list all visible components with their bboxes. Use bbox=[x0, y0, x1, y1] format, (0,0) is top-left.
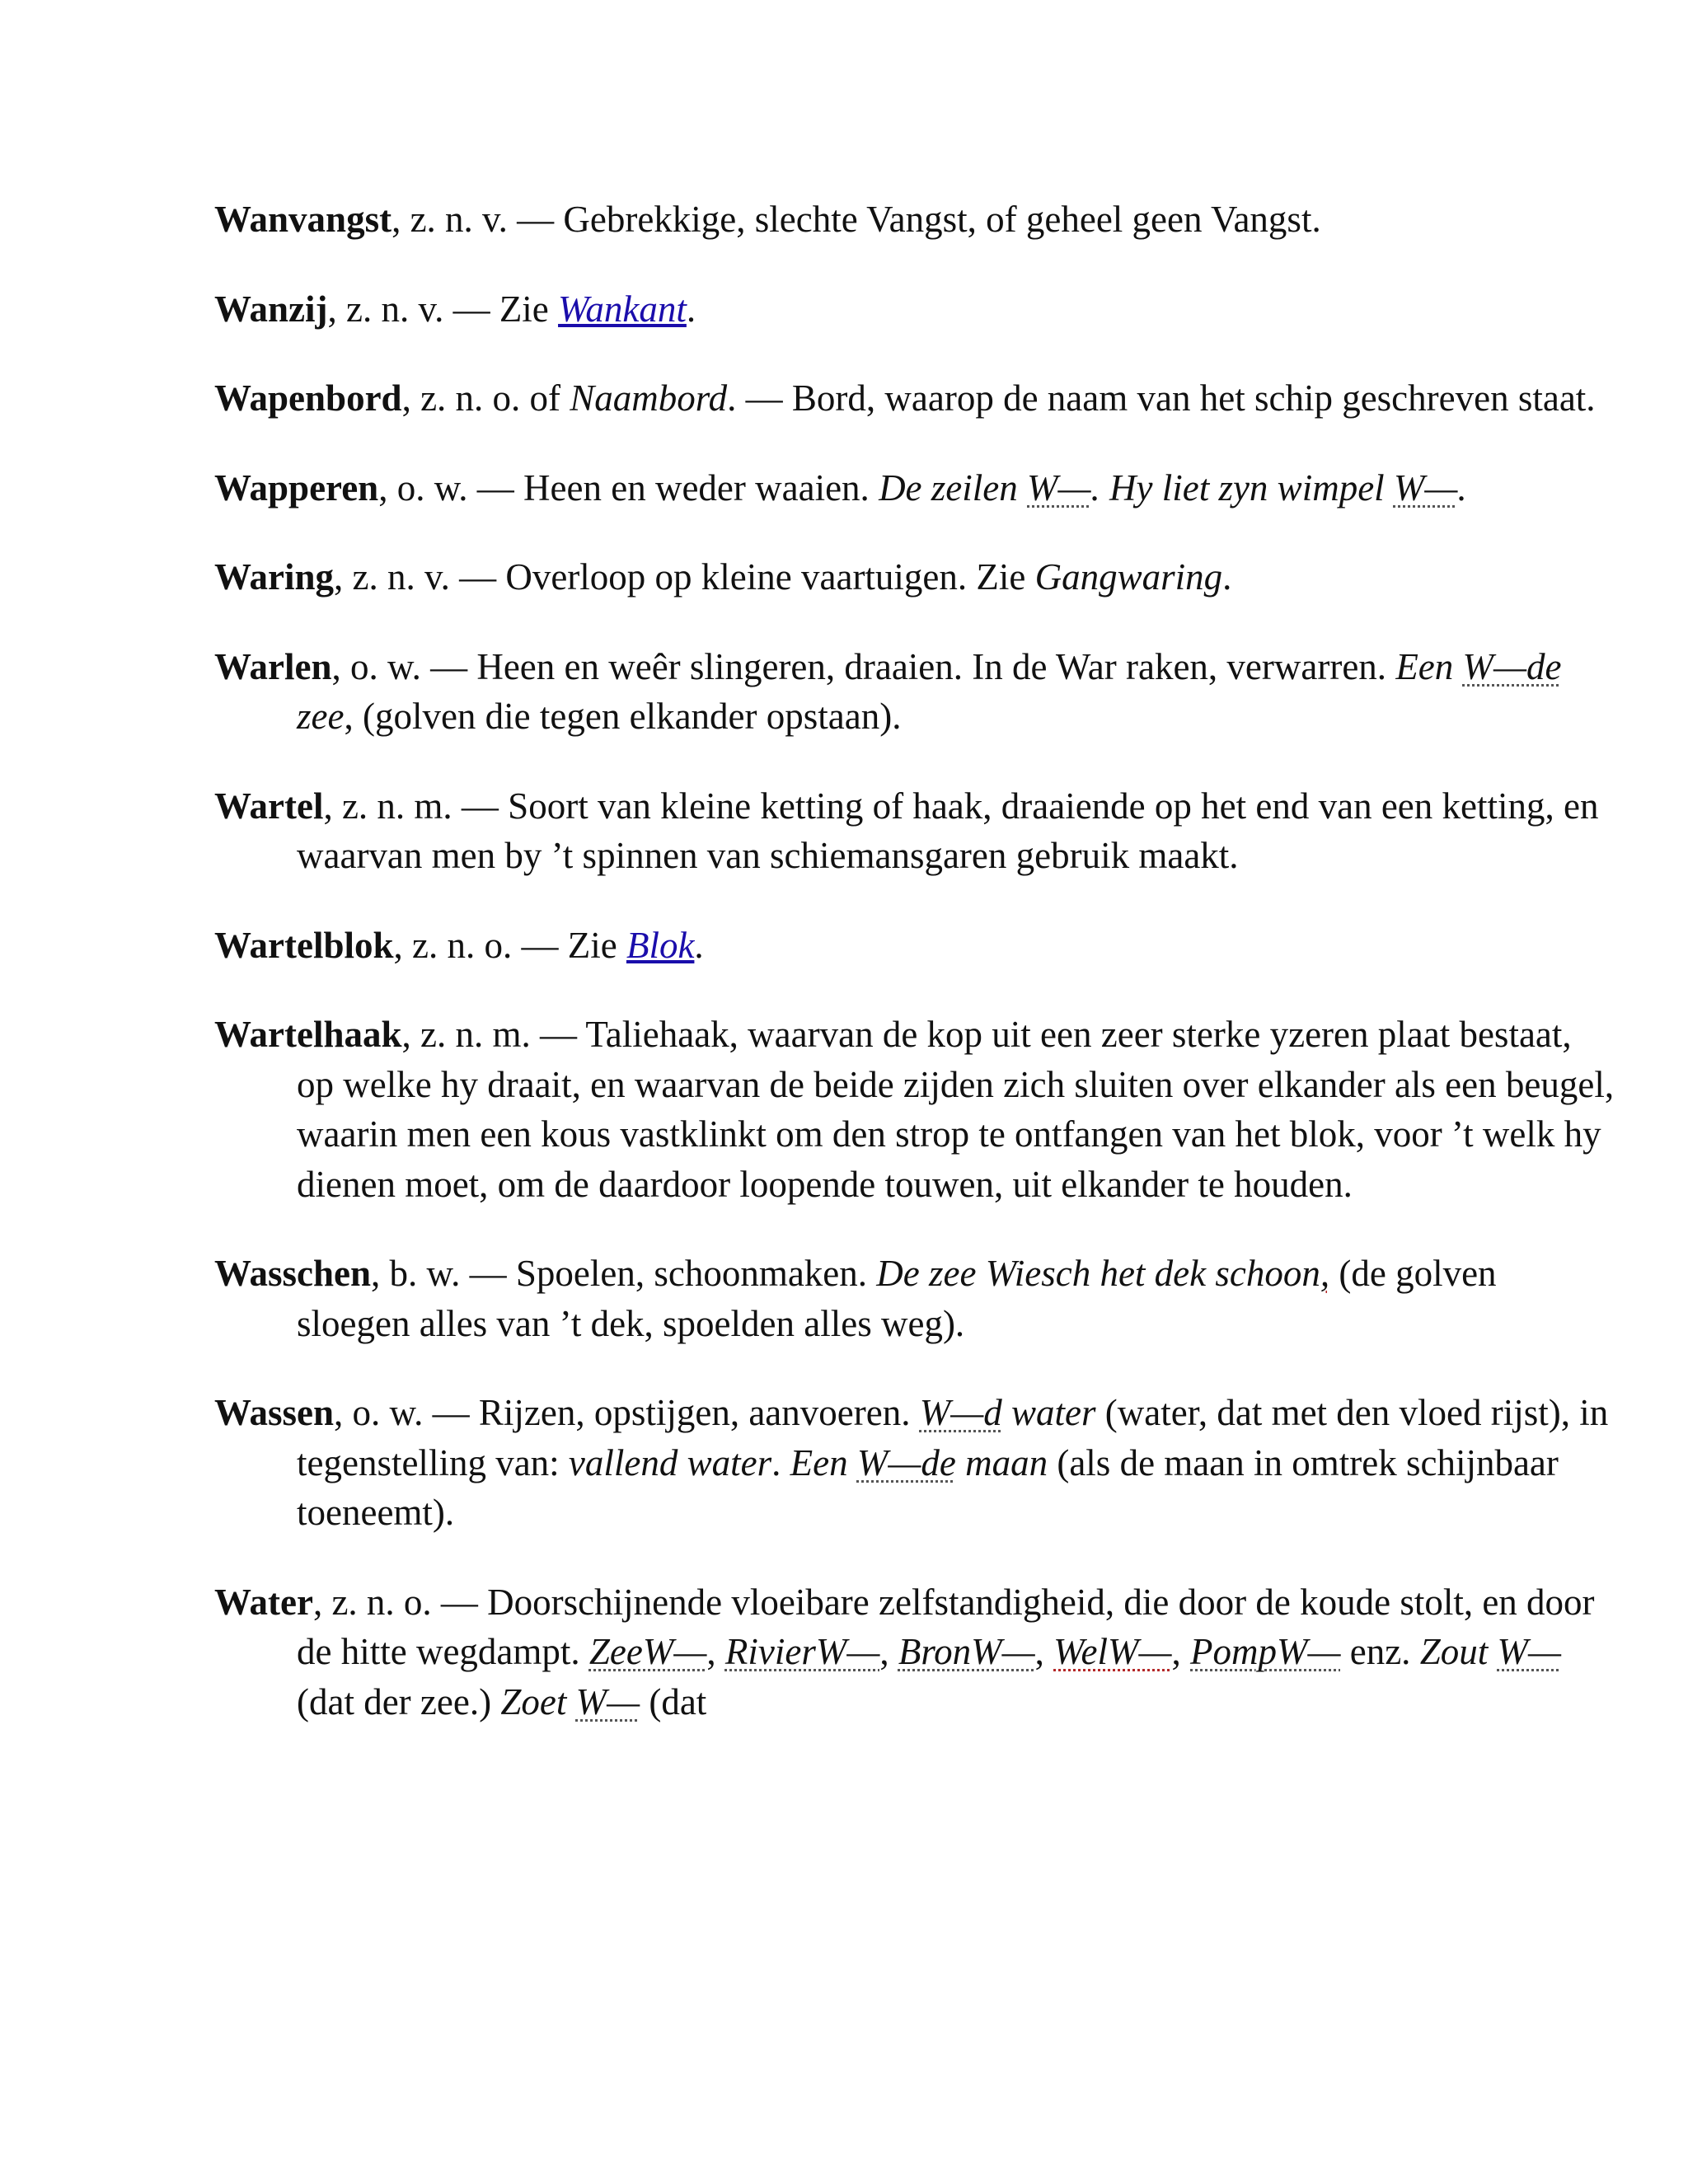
definition-text: , bbox=[879, 1631, 898, 1672]
abbreviation: W—de bbox=[856, 1441, 956, 1483]
definition-text: , bbox=[1034, 1631, 1054, 1672]
entry-wartelhaak bbox=[214, 1010, 1615, 1209]
abbreviation: PompW— bbox=[1190, 1631, 1341, 1672]
abbreviation: W— bbox=[575, 1680, 640, 1722]
definition-text: , z. n. o. — Zie bbox=[393, 924, 626, 966]
definition-text: , z. n. o. of bbox=[401, 377, 570, 419]
headword: Warlen bbox=[214, 645, 332, 687]
italic-text: Zoet bbox=[500, 1680, 576, 1722]
definition-text: , o. w. — Heen en weder waaien. bbox=[378, 466, 879, 509]
definition-text: , o. w. — Rijzen, opstijgen, aanvoeren. bbox=[334, 1392, 920, 1433]
entry-water bbox=[214, 1577, 1615, 1727]
entry-wapperen bbox=[214, 463, 1615, 513]
italic-text: De zee Wiesch het dek schoon bbox=[876, 1253, 1320, 1294]
italic-text: water bbox=[1001, 1392, 1096, 1433]
abbreviation: W— bbox=[1027, 466, 1091, 509]
italic-text: maan bbox=[955, 1441, 1048, 1483]
headword: Wartelhaak bbox=[214, 1014, 402, 1055]
entry-wartel bbox=[214, 781, 1615, 881]
headword: Water bbox=[214, 1581, 313, 1623]
definition-text: , z. n. v. — Overloop op kleine vaartuigen. Zie bbox=[334, 556, 1035, 598]
abbreviation: BronW— bbox=[898, 1631, 1035, 1672]
entry-wanzij bbox=[214, 284, 1615, 335]
italic-text: Een bbox=[790, 1441, 857, 1483]
headword: Wartelblok bbox=[214, 924, 394, 966]
italic-text: De zeilen bbox=[879, 466, 1027, 509]
abbreviation: W— bbox=[1497, 1631, 1561, 1672]
entry-waring bbox=[214, 552, 1615, 602]
entry-wartelblok bbox=[214, 921, 1615, 971]
definition-text: , bbox=[1171, 1631, 1190, 1672]
definition-text: . — Bord, waarop de naam van het schip geschreven staat. bbox=[727, 377, 1596, 419]
definition-text: (als de maan in omtrek schijnbaar toeneemt). bbox=[297, 1441, 1559, 1533]
headword: Wanzij bbox=[214, 288, 328, 330]
italic-text: Een bbox=[1395, 645, 1463, 687]
headword: Wartel bbox=[214, 785, 324, 827]
entry-wanvangst bbox=[214, 194, 1615, 245]
headword: Wapperen bbox=[214, 466, 379, 509]
abbreviation: W—de bbox=[1462, 645, 1562, 687]
definition-text: (dat bbox=[640, 1680, 707, 1722]
italic-text: zee bbox=[297, 696, 345, 737]
headword: Wanvangst bbox=[214, 199, 392, 240]
italic-text: . Hy liet zyn wimpel bbox=[1090, 466, 1394, 509]
abbreviation: ZeeW— bbox=[588, 1631, 707, 1672]
definition-text: (water, dat met den vloed rijst), in tegenstelling van: bbox=[297, 1392, 1609, 1483]
definition-text: , z. n. m. — Soort van kleine ketting of haak, draaiende op het end van een ketting, en waarvan men by ’t spinnen van schiemansgaren gebruik maakt. bbox=[297, 785, 1599, 876]
headword: Wapenbord bbox=[214, 377, 402, 419]
italic-text: Zout bbox=[1419, 1631, 1498, 1672]
italic-text: Gangwaring bbox=[1034, 556, 1223, 598]
italic-text: vallend water bbox=[568, 1441, 772, 1483]
abbreviation: WelW— bbox=[1053, 1631, 1172, 1672]
entry-wapenbord bbox=[214, 373, 1615, 424]
definition-text: , o. w. — Heen en weêr slingeren, draaien. In de War raken, verwarren. bbox=[331, 645, 1396, 687]
abbreviation: RivierW— bbox=[724, 1631, 880, 1672]
definition-text: , (golven die tegen elkander opstaan). bbox=[344, 696, 902, 737]
abbreviation: W—d bbox=[919, 1392, 1002, 1433]
cross-reference-link[interactable]: Wankant bbox=[558, 288, 687, 330]
italic-text: Naambord bbox=[570, 377, 728, 419]
abbreviation: , bbox=[1320, 1253, 1330, 1294]
definition-text: , z. n. v. — Zie bbox=[327, 288, 559, 330]
headword: Waring bbox=[214, 556, 335, 598]
definition-text: , z. n. o. — Doorschijnende vloeibare zelfstandigheid, die door de koude stolt, en door de hitte wegdampt. bbox=[297, 1581, 1595, 1672]
headword: Wasschen bbox=[214, 1253, 372, 1294]
definition-text: , b. w. — Spoelen, schoonmaken. bbox=[371, 1253, 877, 1294]
entry-warlen bbox=[214, 642, 1615, 742]
headword: Wassen bbox=[214, 1392, 335, 1433]
definition-text: (dat der zee.) bbox=[297, 1680, 501, 1722]
cross-reference-link[interactable]: Blok bbox=[626, 924, 695, 966]
definition-text: enz. bbox=[1340, 1631, 1420, 1672]
definition-text: , z. n. m. — Taliehaak, waarvan de kop uit een zeer sterke yzeren plaat bestaat, op welke hy draait, en waarvan de beide zijden zich sluiten over elkander als een beugel, waarin men een kous vastklinkt om den strop te ontfangen van het blok, voor ’t welk hy dienen moet, om de daardoor loopende touwen, uit elkander te houden. bbox=[297, 1014, 1615, 1205]
definition-text: . bbox=[771, 1441, 790, 1483]
definition-text: , bbox=[706, 1631, 725, 1672]
entry-wassen bbox=[214, 1388, 1615, 1538]
definition-text: (de golven sloegen alles van ’t dek, spoelden alles weg). bbox=[297, 1253, 1497, 1344]
definition-text: . bbox=[1222, 556, 1232, 598]
abbreviation: W— bbox=[1393, 466, 1458, 509]
definition-text: , z. n. v. — Gebrekkige, slechte Vangst, of geheel geen Vangst. bbox=[392, 199, 1321, 240]
entry-wasschen bbox=[214, 1249, 1615, 1348]
definition-text: . bbox=[694, 924, 704, 966]
italic-text: . bbox=[1457, 466, 1467, 509]
definition-text: . bbox=[686, 288, 696, 330]
